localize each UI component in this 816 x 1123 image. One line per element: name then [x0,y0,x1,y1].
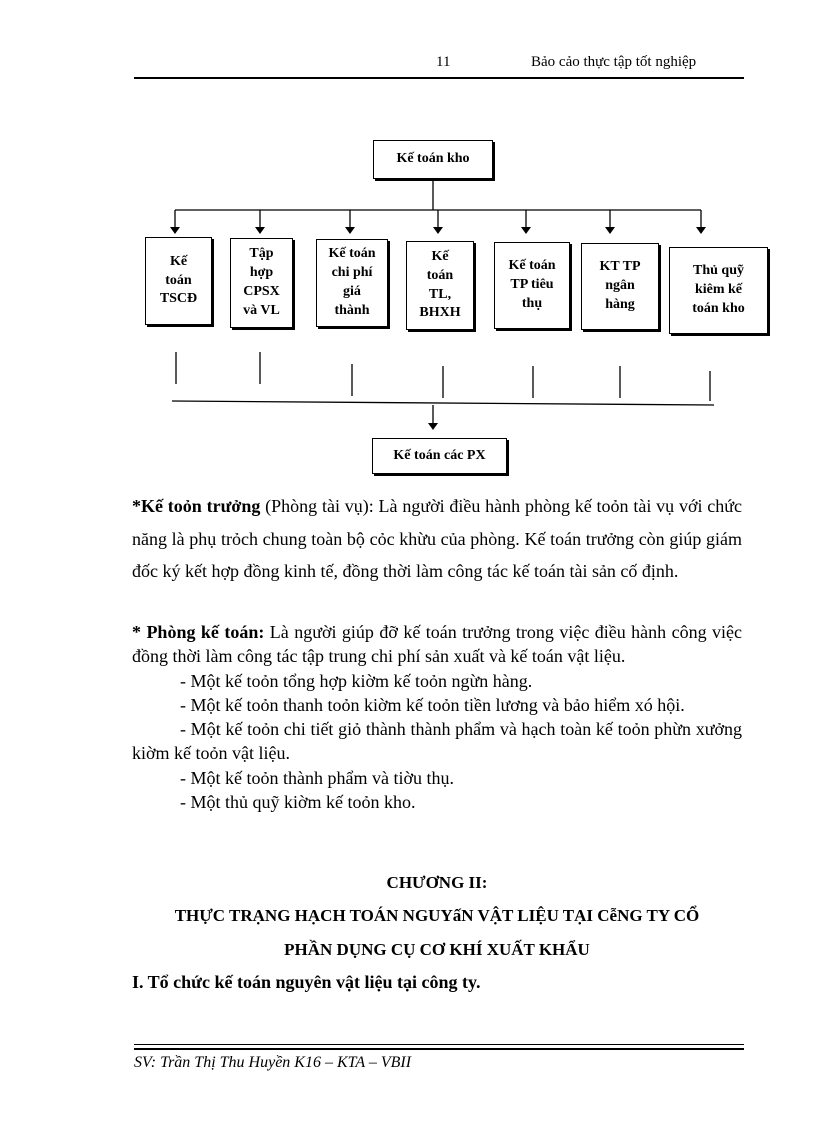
chapter-label: CHƯƠNG II: [386,873,488,892]
paragraph-ke-toan-truong [132,490,742,588]
org-chart-connectors [0,0,816,480]
term-ke-toan-truong: *Kế toỏn trưởng [132,496,261,516]
list-item: - Một kế toỏn tổng hợp kiờm kế toỏn ngừn hàng. [180,670,533,691]
footer-author: SV: Trần Thị Thu Huyền K16 – KTA – VBII [134,1054,412,1071]
term-phong-ke-toan: * Phòng kế toán: [132,622,265,642]
paragraph-phong-ke-toan [132,620,742,814]
section-heading: I. Tổ chức kế toán nguyên vật liệu tại công ty. [132,972,481,992]
running-header: Bảo cảo thực tập tốt nghiệp [531,54,697,70]
org-chart [0,0,816,480]
node-ke-toan-chi-phi-gia-thanh: Kế toán chi phí giá thành [316,239,388,327]
node-thu-quy-kiem-ke-toan-kho: Thủ quỹ kiêm kế toán kho [669,247,768,334]
footer-rule [134,1048,744,1050]
list-item: - Một kế toỏn thành phẩm và tiờu thụ. [180,767,454,788]
node-kt-tp-ngan-hang: KT TP ngân hàng [581,243,659,330]
node-tap-hop-cpsx: Tập hợp CPSX và VL [230,238,293,328]
list-item: - Một kế toỏn chi tiết giỏ thành thành phẩm và hạch toàn kế toỏn phừn xưởng kiờm kế toỏn vật liệu. [132,719,742,764]
node-ke-toan-tp-tieu-thu: Kế toán TP tiêu thụ [494,242,570,329]
paragraph-text: Là người giúp đỡ kế toán trưởng trong việc điều hành công việc đồng thời làm công tác tập trung chi phí sản xuất và kế toán vật liệu. [132,622,743,667]
footer-rule [134,1044,744,1045]
paragraph-text: (Phòng tài vụ): Là người điều hành phòng kế toỏn tài vụ với chức năng là phụ trỏch chung toàn bộ cỏc khừu của phòng. Kế toán trưởng còn giúp giám đốc ký kết hợp đồng kinh tế, đồng thời làm công tác kế toán tài sản cố định. [132,496,742,581]
node-ke-toan-tl-bhxh: Kế toán TL, BHXH [406,241,474,330]
node-ke-toan-tscd: Kế toán TSCĐ [145,237,212,325]
chapter-title-line-2: PHẦN DỤNG CỤ CƠ KHÍ XUẤT KHẨU [284,940,590,959]
list-item: - Một thủ quỹ kiờm kế toỏn kho. [180,792,416,813]
node-ke-toan-kho: Kế toán kho [373,140,493,179]
node-ke-toan-cac-px: Kế toán các PX [372,438,507,474]
list-item: - Một kế toỏn thanh toỏn kiờm kế toỏn tiền lương và bảo hiểm xó hội. [180,694,685,715]
chapter-title-line-1: THỰC TRẠNG HẠCH TOÁN NGUYấN VẬT LIỆU TẠI CễNG TY CỔ [174,906,700,925]
page-number: 11 [436,54,451,70]
